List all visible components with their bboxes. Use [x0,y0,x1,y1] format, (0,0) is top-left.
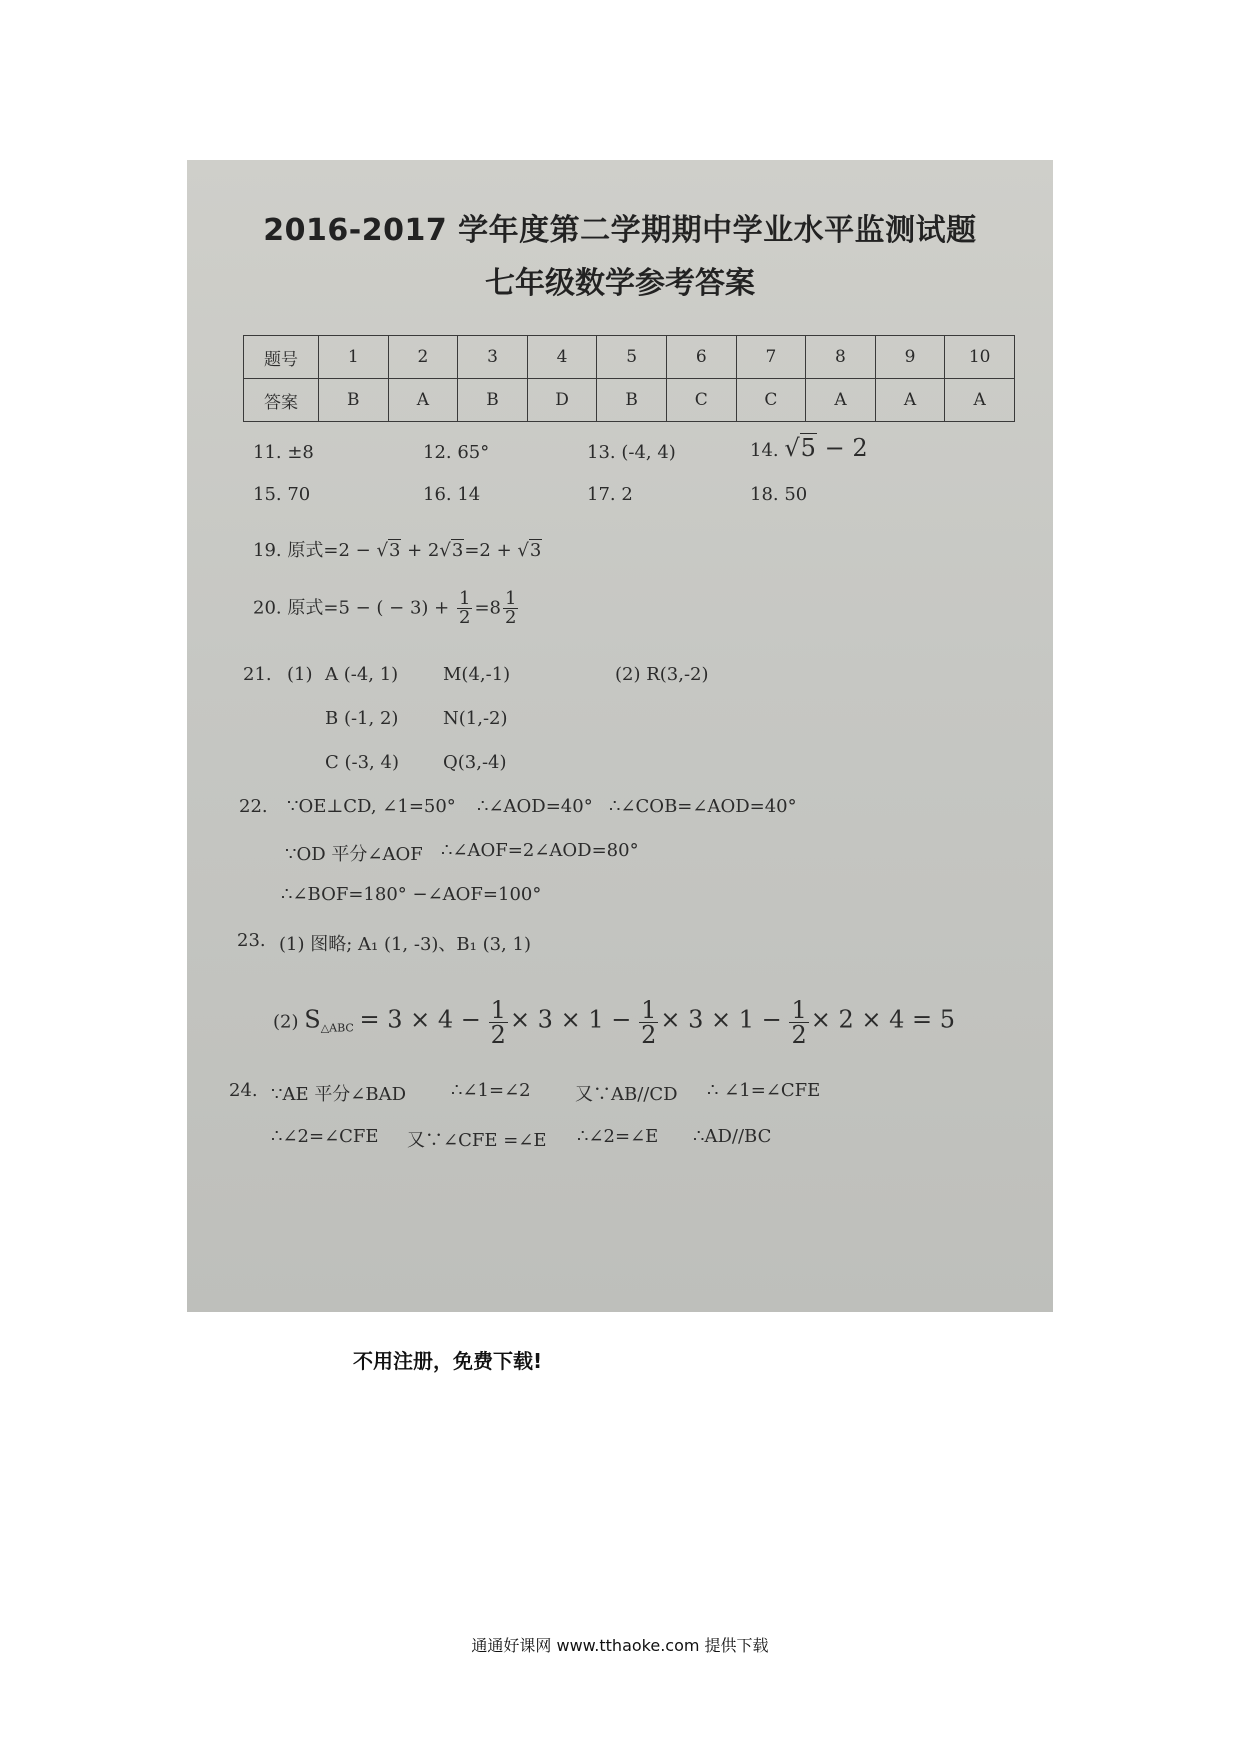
question-number-cell: 2 [388,336,458,379]
fraction-half [489,998,508,1047]
fraction-half [457,590,472,627]
answer-24-step1d: ∴ ∠1=∠CFE [707,1080,821,1101]
answer-23-part1: (1) 图略; A₁ (1, -3)、B₁ (3, 1) [279,934,531,955]
answer-19 [253,536,542,562]
answer-23-part2 [273,998,955,1047]
answer-11: 11. ±8 [253,442,314,463]
answer-23-part2-label: (2) [273,1011,299,1033]
point-m: M(4,-1) [443,664,511,685]
answer-22-step2a: ∵OD 平分∠AOF [285,844,423,865]
area-term1: × 3 × 1 − [509,1005,632,1034]
question-number-row [244,336,1015,379]
answer-12: 12. 65° [423,442,490,463]
answer-22-step1c: ∴∠COB=∠AOD=40° [609,796,797,817]
question-number-cell: 8 [806,336,876,379]
point-a: A (-4, 1) [325,664,399,685]
fraction-half [639,998,658,1047]
answer-19-radicand: 3 [529,540,542,561]
answer-cell: C [666,379,736,422]
free-download-note: 不用注册，免费下载! [353,1349,543,1373]
answer-19-prefix: 原式=2 − [287,540,371,561]
answer-22-step2b: ∴∠AOF=2∠AOD=80° [441,840,639,861]
answer-cell: B [597,379,667,422]
answer-22-label: 22. [239,796,268,817]
answer-24-label: 24. [229,1080,258,1101]
fraction-numerator: 1 [791,996,807,1024]
question-number-cell: 9 [875,336,945,379]
answer-table [243,335,1015,422]
answer-13: 13. (-4, 4) [587,442,676,463]
answer-19-radicand: 3 [451,540,464,561]
answer-15: 15. 70 [253,484,311,505]
question-number-cell: 3 [458,336,528,379]
fraction-denominator: 2 [791,1021,807,1049]
fraction-denominator: 2 [459,607,471,628]
point-q: Q(3,-4) [443,752,507,773]
answer-24-step2a: ∴∠2=∠CFE [271,1126,379,1147]
answer-cell: A [875,379,945,422]
fraction-half [789,998,808,1047]
document-title: 2016-2017 学年度第二学期期中学业水平监测试题 [263,213,977,248]
answer-24-step1a: ∵AE 平分∠BAD [271,1084,407,1105]
answer-cell: B [319,379,389,422]
fraction-denominator: 2 [505,607,517,628]
answer-19-radicand: 3 [388,540,401,561]
answer-17: 17. 2 [587,484,633,505]
answer-cell: C [736,379,806,422]
fraction-numerator: 1 [641,996,657,1024]
answer-23-label: 23. [237,930,266,951]
answer-20-prefix: 原式=5 − ( − 3) + [287,597,450,619]
answer-19-label: 19. [253,540,282,561]
answer-21-label: 21. [243,664,272,685]
fraction-numerator: 1 [490,996,506,1024]
question-number-cell: 1 [319,336,389,379]
question-number-cell: 5 [597,336,667,379]
answer-19-mid1: + 2 [407,540,440,561]
answer-header: 答案 [244,379,319,422]
answer-cell: A [945,379,1015,422]
question-number-cell: 10 [945,336,1015,379]
answer-cell: A [388,379,458,422]
question-number-header: 题号 [244,336,319,379]
sqrt-symbol: √ [517,540,529,561]
answer-20-mid: =8 [474,597,501,619]
answer-cell: D [527,379,597,422]
answer-21-part1: (1) [287,664,313,685]
area-term3: × 2 × 4 = 5 [810,1005,956,1034]
fraction-numerator: 1 [459,588,471,609]
answer-22-step1a: ∵OE⊥CD, ∠1=50° [287,796,456,817]
answer-24-step2b: 又∵∠CFE =∠E [407,1130,547,1151]
point-n: N(1,-2) [443,708,508,729]
answer-14 [750,434,868,462]
answer-24-step2d: ∴AD//BC [693,1126,772,1147]
answer-20 [253,590,520,627]
answer-row [244,379,1015,422]
question-number-cell: 6 [666,336,736,379]
answer-14-tail: − 2 [816,434,868,462]
fraction-denominator: 2 [641,1021,657,1049]
answer-14-label: 14. [750,440,779,461]
answer-22-step1b: ∴∠AOD=40° [477,796,593,817]
answer-cell: B [458,379,528,422]
answer-14-expression: √5 − 2 [784,434,868,462]
sqrt-symbol: √ [376,540,388,561]
answer-24-step1c: 又∵AB//CD [575,1084,678,1105]
area-subscript: △ABC [320,1021,354,1035]
answer-19-mid2: =2 + [464,540,512,561]
answer-24-step2c: ∴∠2=∠E [577,1126,659,1147]
area-symbol: S [304,1005,321,1034]
area-eq: = 3 × 4 − [359,1005,481,1034]
answer-sheet-photo [187,160,1053,1312]
question-number-cell: 7 [736,336,806,379]
answer-14-radicand: 5 [800,434,816,462]
answer-24-step1b: ∴∠1=∠2 [451,1080,531,1101]
point-c: C (-3, 4) [325,752,399,773]
answer-21-part2: (2) R(3,-2) [615,664,709,685]
answer-20-label: 20. [253,597,282,619]
site-credit: 通通好课网 www.tthaoke.com 提供下载 [471,1636,769,1655]
fraction-numerator: 1 [505,588,517,609]
answer-cell: A [806,379,876,422]
fraction-half [503,590,518,627]
question-number-cell: 4 [527,336,597,379]
point-b: B (-1, 2) [325,708,399,729]
answer-16: 16. 14 [423,484,481,505]
fraction-denominator: 2 [490,1021,506,1049]
area-term2: × 3 × 1 − [660,1005,782,1034]
answer-22-step3: ∴∠BOF=180° −∠AOF=100° [281,884,542,905]
answer-18: 18. 50 [750,484,808,505]
sqrt-symbol: √ [439,540,451,561]
document-subtitle: 七年级数学参考答案 [485,266,755,301]
